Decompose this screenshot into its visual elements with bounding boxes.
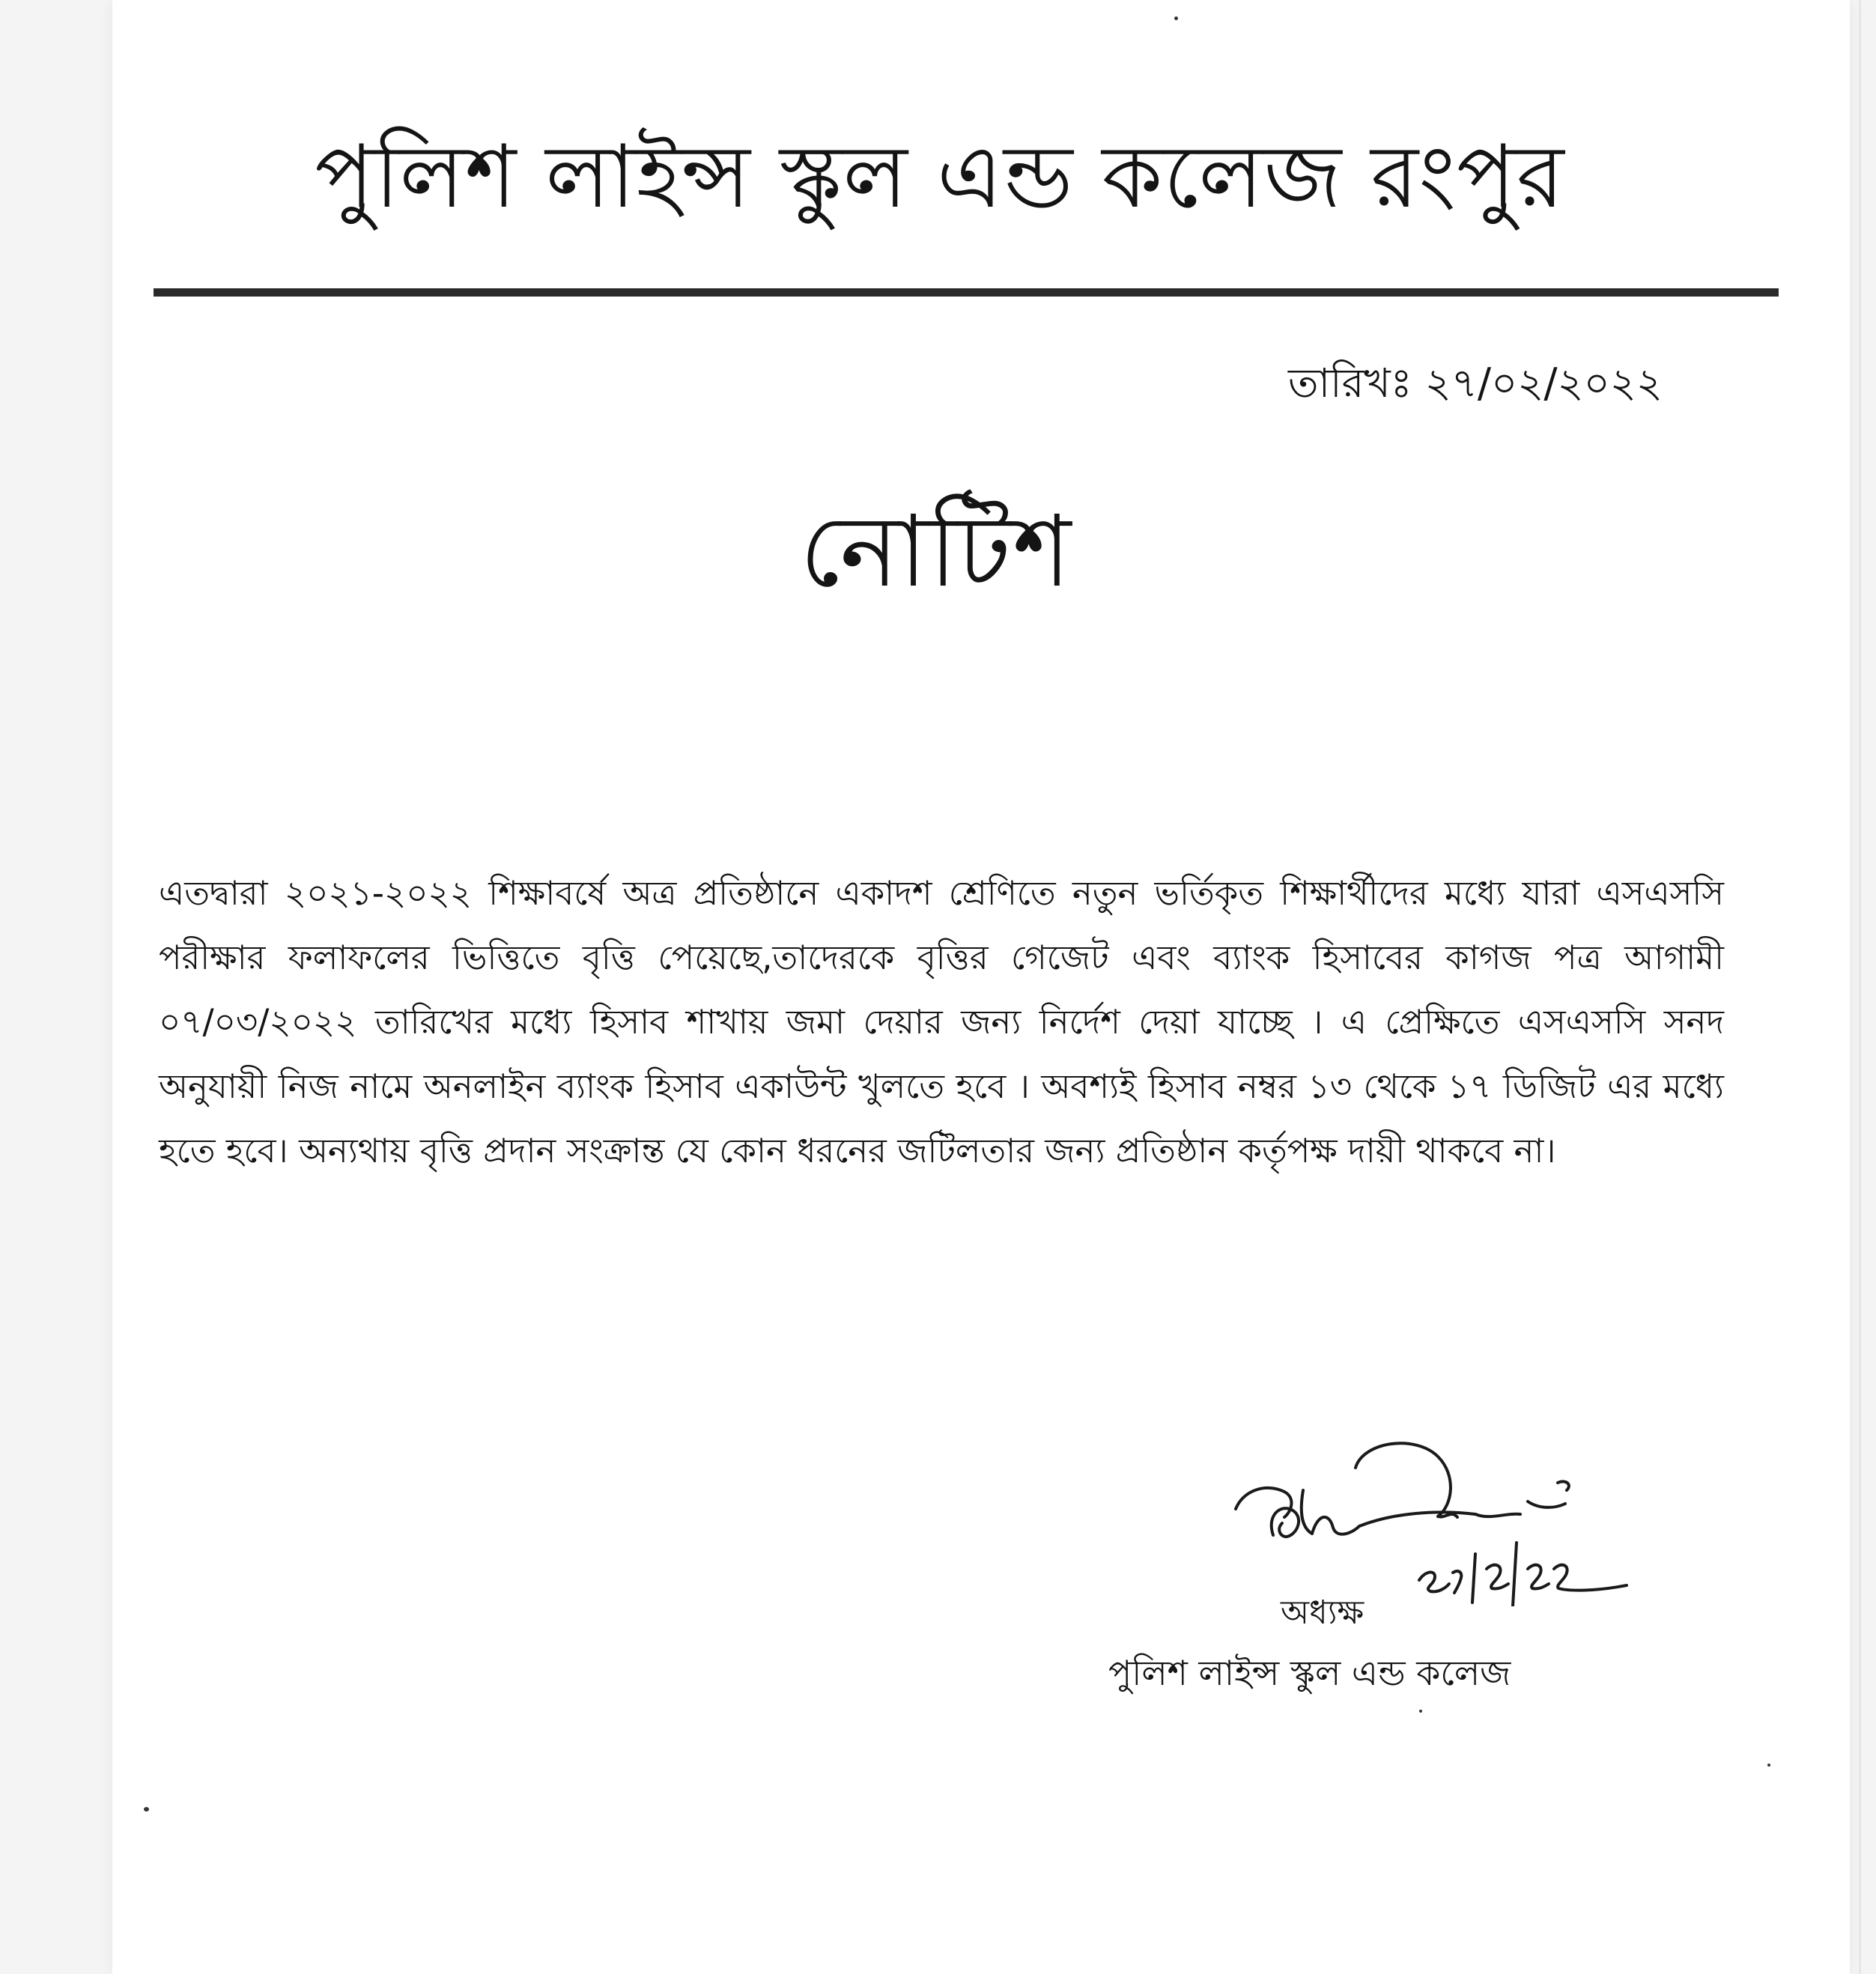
page-edge-shadow [1859,0,1861,1974]
scan-speck [1174,16,1178,20]
institution-header: পুলিশ লাইন্স স্কুল এন্ড কলেজ রংপুর [315,127,1565,228]
notice-date: তারিখঃ ২৭/০২/২০২২ [1287,359,1663,407]
notice-heading: নোটিশ [799,494,1073,610]
signatory-title: অধ্যক্ষ [1281,1594,1364,1632]
header-divider [154,288,1779,297]
scan-speck [144,1807,149,1811]
scan-speck [1419,1710,1422,1713]
scan-speck [1767,1764,1770,1767]
notice-body: এতদ্বারা ২০২১-২০২২ শিক্ষাবর্ষে অত্র প্রতিষ্ঠানে একাদশ শ্রেণিতে নতুন ভর্তিকৃত শিক্ষার্থীদের মধ্যে যারা এসএসসি পরীক্ষার ফলাফলের ভিত্তিতে বৃত্তি পেয়েছে,তাদেরকে বৃত্তির গেজেট এবং ব্যাংক হিসাবের কাগজ পত্র আগামী ০৭/০৩/২০২২ তারিখের মধ্যে হিসাব শাখায় জমা দেয়ার জন্য নির্দেশ দেয়া যাচ্ছে । এ প্রেক্ষিতে এসএসসি সনদ অনুযায়ী নিজ নামে অনলাইন ব্যাংক হিসাব একাউন্ট খুলতে হবে । অবশ্যই হিসাব নম্বর ১৩ থেকে ১৭ ডিজিট এর মধ্যে হতে হবে। অন্যথায় বৃত্তি প্রদান সংক্রান্ত যে কোন ধরনের জটিলতার জন্য প্রতিষ্ঠান কর্তৃপক্ষ দায়ী থাকবে না। [159,873,1724,1170]
handwritten-date [1415,1539,1633,1606]
signatory-institution: পুলিশ লাইন্স স্কুল এন্ড কলেজ [1108,1653,1511,1693]
